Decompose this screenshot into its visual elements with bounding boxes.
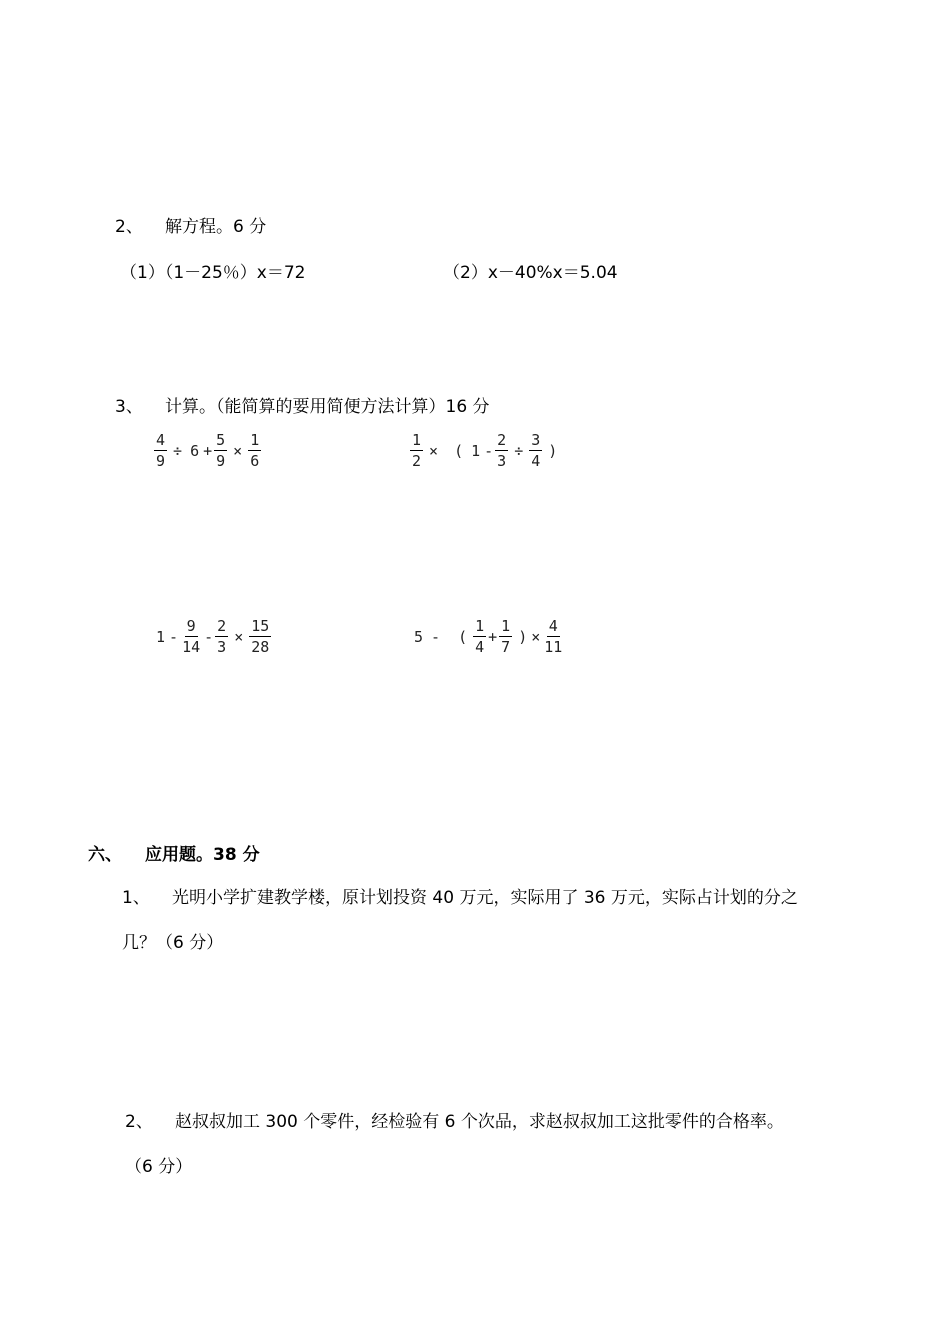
denominator: 11: [544, 638, 563, 656]
fraction: [215, 617, 228, 656]
number: 1: [156, 627, 166, 646]
numerator: 4: [548, 617, 558, 635]
section-6-title: 应用题。38 分: [145, 845, 260, 865]
numerator: 1: [250, 431, 260, 449]
denominator: 7: [501, 638, 511, 656]
numerator: 5: [216, 431, 226, 449]
denominator: 2: [412, 452, 422, 470]
number: 5: [414, 627, 424, 646]
q2-title: 解方程。6 分: [165, 217, 267, 237]
numerator: 2: [217, 617, 227, 635]
denominator: 9: [156, 452, 166, 470]
right-paren: ): [518, 627, 528, 646]
number: 1: [471, 441, 481, 460]
fraction: [473, 617, 486, 656]
numerator: 1: [501, 617, 511, 635]
numerator: 15: [251, 617, 270, 635]
fraction: [154, 431, 167, 470]
left-paren: (: [454, 441, 464, 460]
numerator: 4: [156, 431, 166, 449]
calc-expression-2: [408, 431, 561, 470]
numerator: 1: [475, 617, 485, 635]
fraction: [180, 617, 202, 656]
denominator: 6: [250, 452, 260, 470]
problem-2-number: 2、: [125, 1112, 153, 1132]
fraction: [495, 431, 508, 470]
q2-equation-1: （1）（1－25％）x＝72: [120, 263, 306, 283]
problem-1-text-cont: 几？（6 分）: [122, 933, 224, 953]
calc-expression-3: [156, 617, 273, 656]
fraction: [499, 617, 512, 656]
operator: -: [204, 627, 214, 646]
operator: ×: [234, 627, 244, 646]
operator: ×: [531, 627, 541, 646]
operator: +: [488, 627, 498, 646]
denominator: 3: [497, 452, 507, 470]
fraction: [410, 431, 423, 470]
operator: -: [169, 627, 179, 646]
calc-expression-1: [152, 431, 263, 470]
denominator: 14: [182, 638, 201, 656]
calc-expression-4: [414, 617, 566, 656]
operator: ×: [233, 441, 243, 460]
problem-1-text: 光明小学扩建教学楼，原计划投资 40 万元，实际用了 36 万元，实际占计划的分之: [172, 888, 798, 908]
denominator: 4: [531, 452, 541, 470]
q2-number: 2、: [115, 217, 143, 237]
denominator: 9: [216, 452, 226, 470]
fraction: [214, 431, 227, 470]
fraction: [542, 617, 564, 656]
operator: ÷: [514, 441, 524, 460]
left-paren: (: [458, 627, 468, 646]
fraction: [248, 431, 261, 470]
q3-number: 3、: [115, 397, 143, 417]
numerator: 2: [497, 431, 507, 449]
problem-2-text-cont: （6 分）: [125, 1157, 193, 1177]
numerator: 9: [186, 617, 196, 635]
operator: +: [203, 441, 213, 460]
q2-equation-2: （2）x－40%x＝5.04: [443, 263, 618, 283]
problem-1-number: 1、: [122, 888, 150, 908]
denominator: 28: [251, 638, 270, 656]
operator: ÷: [173, 441, 183, 460]
problem-2-text: 赵叔叔加工 300 个零件，经检验有 6 个次品，求赵叔叔加工这批零件的合格率。: [175, 1112, 784, 1132]
fraction: [249, 617, 271, 656]
fraction: [529, 431, 542, 470]
numerator: 1: [412, 431, 422, 449]
operator: -: [431, 627, 441, 646]
denominator: 4: [475, 638, 485, 656]
right-paren: ): [548, 441, 558, 460]
q3-title: 计算。（能简算的要用简便方法计算）16 分: [165, 397, 490, 417]
number: 6: [190, 441, 200, 460]
section-6-number: 六、: [88, 845, 122, 865]
numerator: 3: [531, 431, 541, 449]
operator: ×: [429, 441, 439, 460]
operator: -: [484, 441, 494, 460]
denominator: 3: [217, 638, 227, 656]
